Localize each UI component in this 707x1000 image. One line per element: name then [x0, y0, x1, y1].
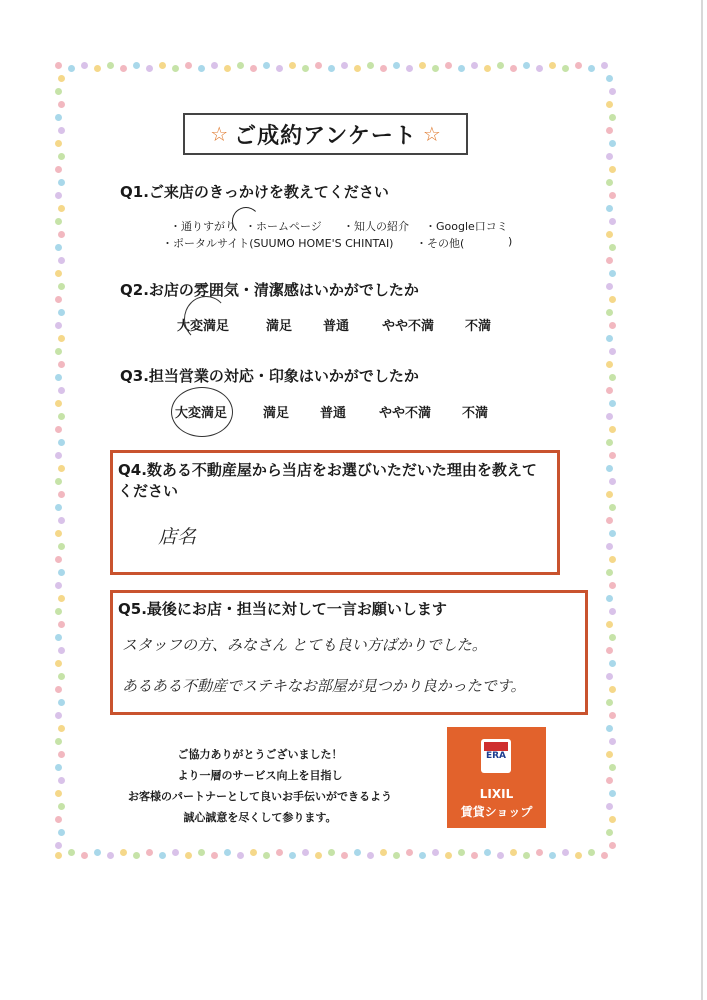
border-dot	[58, 673, 65, 680]
border-dot	[55, 686, 62, 693]
border-dot	[432, 65, 439, 72]
border-dot	[606, 205, 613, 212]
border-dot	[406, 65, 413, 72]
border-dot	[172, 849, 179, 856]
border-dot	[237, 852, 244, 859]
border-dot	[606, 699, 613, 706]
border-dot	[58, 387, 65, 394]
border-dot	[606, 127, 613, 134]
era-logo-text: ERA	[485, 751, 507, 761]
border-dot	[107, 62, 114, 69]
border-dot	[458, 849, 465, 856]
border-dot	[606, 309, 613, 316]
border-dot	[609, 764, 616, 771]
border-dot	[609, 790, 616, 797]
q1-question: Q1.ご来店のきっかけを教えてください	[120, 183, 389, 201]
border-dot	[609, 114, 616, 121]
border-dot	[211, 62, 218, 69]
q5-handwritten-answer-line1: スタッフの方、みなさん とても良い方ばかりでした。	[122, 636, 487, 654]
border-dot	[55, 166, 62, 173]
border-dot	[497, 62, 504, 69]
border-dot	[609, 374, 616, 381]
border-dot	[55, 608, 62, 615]
border-dot	[606, 231, 613, 238]
q3-rating[interactable]: やや不満	[379, 406, 432, 421]
border-dot	[497, 852, 504, 859]
border-dot	[55, 712, 62, 719]
border-dot	[609, 504, 616, 511]
q2-question: Q2.お店の雰囲気・清潔感はいかがでしたか	[120, 281, 419, 299]
border-dot	[562, 849, 569, 856]
border-dot	[58, 283, 65, 290]
thanks-line: 誠心誠意を尽くして参ります。	[183, 811, 337, 824]
border-dot	[609, 634, 616, 641]
border-dot	[55, 504, 62, 511]
border-dot	[185, 852, 192, 859]
border-dot	[55, 530, 62, 537]
border-dot	[55, 114, 62, 121]
handwritten-selection-mark	[232, 207, 260, 235]
border-dot	[58, 777, 65, 784]
border-dot	[536, 65, 543, 72]
border-dot	[354, 65, 361, 72]
border-dot	[445, 852, 452, 859]
border-dot	[55, 478, 62, 485]
border-dot	[606, 595, 613, 602]
border-dot	[609, 244, 616, 251]
border-dot	[55, 322, 62, 329]
border-dot	[302, 849, 309, 856]
border-dot	[107, 852, 114, 859]
border-dot	[341, 62, 348, 69]
border-dot	[609, 686, 616, 693]
border-dot	[606, 75, 613, 82]
q4-question: Q4.数ある不動産屋から当店をお選びいただいた理由を教えて	[118, 461, 537, 479]
border-dot	[120, 849, 127, 856]
border-dot	[55, 582, 62, 589]
border-dot	[445, 62, 452, 69]
border-dot	[419, 852, 426, 859]
border-dot	[609, 322, 616, 329]
border-dot	[55, 218, 62, 225]
border-dot	[328, 849, 335, 856]
border-dot	[609, 426, 616, 433]
border-dot	[263, 62, 270, 69]
border-dot	[588, 65, 595, 72]
border-dot	[536, 849, 543, 856]
border-dot	[58, 127, 65, 134]
border-dot	[58, 153, 65, 160]
border-dot	[606, 361, 613, 368]
border-dot	[55, 764, 62, 771]
border-dot	[606, 777, 613, 784]
border-dot	[55, 426, 62, 433]
border-dot	[94, 849, 101, 856]
border-dot	[609, 660, 616, 667]
border-dot	[58, 699, 65, 706]
q1-option[interactable]: ・知人の紹介	[343, 220, 409, 233]
border-dot	[609, 166, 616, 173]
border-dot	[58, 257, 65, 264]
border-dot	[58, 621, 65, 628]
border-dot	[58, 647, 65, 654]
border-dot	[406, 849, 413, 856]
border-dot	[55, 192, 62, 199]
border-dot	[549, 62, 556, 69]
border-dot	[120, 65, 127, 72]
border-dot	[606, 673, 613, 680]
border-dot	[606, 153, 613, 160]
border-dot	[58, 751, 65, 758]
border-dot	[55, 400, 62, 407]
border-dot	[55, 660, 62, 667]
border-dot	[94, 65, 101, 72]
border-dot	[510, 849, 517, 856]
border-dot	[606, 439, 613, 446]
border-dot	[315, 62, 322, 69]
border-dot	[606, 751, 613, 758]
handwritten-selection-mark	[184, 296, 228, 342]
border-dot	[58, 829, 65, 836]
q2-rating[interactable]: やや不満	[382, 319, 435, 334]
border-dot	[606, 569, 613, 576]
q5-handwritten-answer-line2: あるある不動産でステキなお部屋が見つかり良かったです。	[122, 677, 526, 695]
border-dot	[458, 65, 465, 72]
era-logo-roof	[484, 742, 508, 751]
border-dot	[58, 595, 65, 602]
q1-option[interactable]: ・Google口コミ	[425, 220, 508, 233]
title-box	[183, 113, 468, 155]
era-logo	[481, 739, 511, 773]
border-dot	[58, 465, 65, 472]
q5-question: Q5.最後にお店・担当に対して一言お願いします	[118, 600, 447, 618]
border-dot	[510, 65, 517, 72]
border-dot	[609, 738, 616, 745]
border-dot	[606, 621, 613, 628]
border-dot	[250, 65, 257, 72]
border-dot	[289, 62, 296, 69]
border-dot	[606, 491, 613, 498]
border-dot	[606, 829, 613, 836]
border-dot	[146, 849, 153, 856]
thanks-line: ご協力ありがとうございました！	[177, 748, 343, 761]
border-dot	[55, 634, 62, 641]
border-dot	[606, 335, 613, 342]
border-dot	[159, 62, 166, 69]
page-title: ご成約アンケート	[234, 123, 417, 149]
border-dot	[606, 517, 613, 524]
border-dot	[58, 361, 65, 368]
q4-question-continued: ください	[118, 482, 179, 500]
border-dot	[58, 335, 65, 342]
border-dot	[484, 65, 491, 72]
border-dot	[606, 725, 613, 732]
border-dot	[55, 556, 62, 563]
border-dot	[55, 244, 62, 251]
star-icon: ☆	[210, 122, 229, 146]
scan-edge	[701, 0, 703, 1000]
border-dot	[609, 88, 616, 95]
q2-rating[interactable]: 満足	[266, 319, 293, 334]
border-dot	[523, 852, 530, 859]
border-dot	[276, 65, 283, 72]
q2-rating[interactable]: 普通	[323, 319, 350, 334]
q3-question: Q3.担当営業の対応・印象はいかがでしたか	[120, 367, 419, 385]
border-dot	[58, 205, 65, 212]
border-dot	[159, 852, 166, 859]
q1-option[interactable]: ・ポータルサイト(SUUMO HOME'S CHINTAI)	[162, 237, 394, 250]
border-dot	[606, 803, 613, 810]
border-dot	[606, 647, 613, 654]
q4-handwritten-answer: 店名	[158, 526, 197, 548]
border-dot	[549, 852, 556, 859]
border-dot	[146, 65, 153, 72]
border-dot	[393, 62, 400, 69]
border-dot	[172, 65, 179, 72]
border-dot	[55, 270, 62, 277]
border-dot	[55, 374, 62, 381]
border-dot	[55, 816, 62, 823]
border-dot	[609, 582, 616, 589]
border-dot	[58, 517, 65, 524]
border-dot	[432, 849, 439, 856]
border-dot	[198, 65, 205, 72]
border-dot	[393, 852, 400, 859]
border-dot	[185, 62, 192, 69]
border-dot	[609, 816, 616, 823]
q1-option[interactable]: ・通りすがり	[170, 220, 236, 233]
border-dot	[58, 803, 65, 810]
border-dot	[471, 62, 478, 69]
border-dot	[198, 849, 205, 856]
border-dot	[55, 140, 62, 147]
handwritten-selection-mark	[171, 387, 233, 437]
q3-rating-selected[interactable]: 大変満足	[175, 406, 228, 421]
border-dot	[250, 849, 257, 856]
border-dot	[354, 849, 361, 856]
border-dot	[609, 478, 616, 485]
thanks-line: お客様のパートナーとして良いお手伝いができるよう	[128, 790, 392, 803]
border-dot	[588, 849, 595, 856]
star-icon: ☆	[422, 122, 441, 146]
border-dot	[606, 283, 613, 290]
border-dot	[58, 569, 65, 576]
border-dot	[367, 62, 374, 69]
border-dot	[609, 530, 616, 537]
border-dot	[58, 179, 65, 186]
thanks-message	[110, 744, 410, 828]
border-dot	[55, 62, 62, 69]
border-dot	[606, 179, 613, 186]
border-dot	[609, 218, 616, 225]
border-dot	[263, 852, 270, 859]
border-dot	[289, 852, 296, 859]
border-dot	[606, 257, 613, 264]
border-dot	[341, 852, 348, 859]
border-dot	[601, 62, 608, 69]
border-dot	[380, 65, 387, 72]
border-dot	[55, 88, 62, 95]
border-dot	[58, 75, 65, 82]
border-dot	[58, 491, 65, 498]
shop-name: 賃貸ショップ	[460, 805, 533, 819]
border-dot	[81, 852, 88, 859]
border-dot	[609, 348, 616, 355]
border-dot	[606, 413, 613, 420]
border-dot	[211, 852, 218, 859]
border-dot	[81, 62, 88, 69]
q2-rating[interactable]: 不満	[465, 319, 492, 334]
border-dot	[609, 192, 616, 199]
border-dot	[606, 101, 613, 108]
border-dot	[609, 842, 616, 849]
border-dot	[68, 65, 75, 72]
border-dot	[58, 439, 65, 446]
border-dot	[609, 712, 616, 719]
border-dot	[68, 849, 75, 856]
border-dot	[609, 608, 616, 615]
q3-rating[interactable]: 満足	[263, 406, 290, 421]
q1-option[interactable]: ・その他(	[416, 237, 465, 250]
border-dot	[484, 849, 491, 856]
thanks-line: より一層のサービス向上を目指し	[177, 769, 343, 782]
border-dot	[606, 465, 613, 472]
border-dot	[55, 296, 62, 303]
border-dot	[302, 65, 309, 72]
q1-option-close-paren: )	[508, 235, 513, 248]
border-dot	[133, 62, 140, 69]
border-dot	[609, 556, 616, 563]
border-dot	[315, 852, 322, 859]
border-dot	[58, 231, 65, 238]
border-dot	[55, 790, 62, 797]
border-dot	[523, 62, 530, 69]
border-dot	[471, 852, 478, 859]
border-dot	[55, 452, 62, 459]
lixil-logo-text: LIXIL	[479, 787, 514, 801]
border-dot	[58, 543, 65, 550]
border-dot	[58, 101, 65, 108]
q1-option-selected[interactable]: ・ホームページ	[245, 220, 322, 233]
border-dot	[575, 62, 582, 69]
border-dot	[609, 400, 616, 407]
border-dot	[237, 62, 244, 69]
border-dot	[575, 852, 582, 859]
border-dot	[276, 849, 283, 856]
border-dot	[55, 842, 62, 849]
border-dot	[133, 852, 140, 859]
border-dot	[55, 852, 62, 859]
border-dot	[58, 413, 65, 420]
border-dot	[328, 65, 335, 72]
q3-rating[interactable]: 不満	[462, 406, 489, 421]
border-dot	[367, 852, 374, 859]
q2-rating-selected[interactable]: 大変満足	[177, 319, 230, 334]
border-dot	[609, 452, 616, 459]
border-dot	[55, 348, 62, 355]
lixil-logo	[447, 727, 546, 828]
border-dot	[601, 852, 608, 859]
border-dot	[55, 738, 62, 745]
border-dot	[224, 849, 231, 856]
border-dot	[419, 62, 426, 69]
border-dot	[380, 849, 387, 856]
border-dot	[609, 270, 616, 277]
q3-rating[interactable]: 普通	[320, 406, 347, 421]
border-dot	[609, 140, 616, 147]
border-dot	[224, 65, 231, 72]
border-dot	[562, 65, 569, 72]
border-dot	[606, 387, 613, 394]
border-dot	[606, 543, 613, 550]
border-dot	[58, 309, 65, 316]
border-dot	[58, 725, 65, 732]
border-dot	[609, 296, 616, 303]
